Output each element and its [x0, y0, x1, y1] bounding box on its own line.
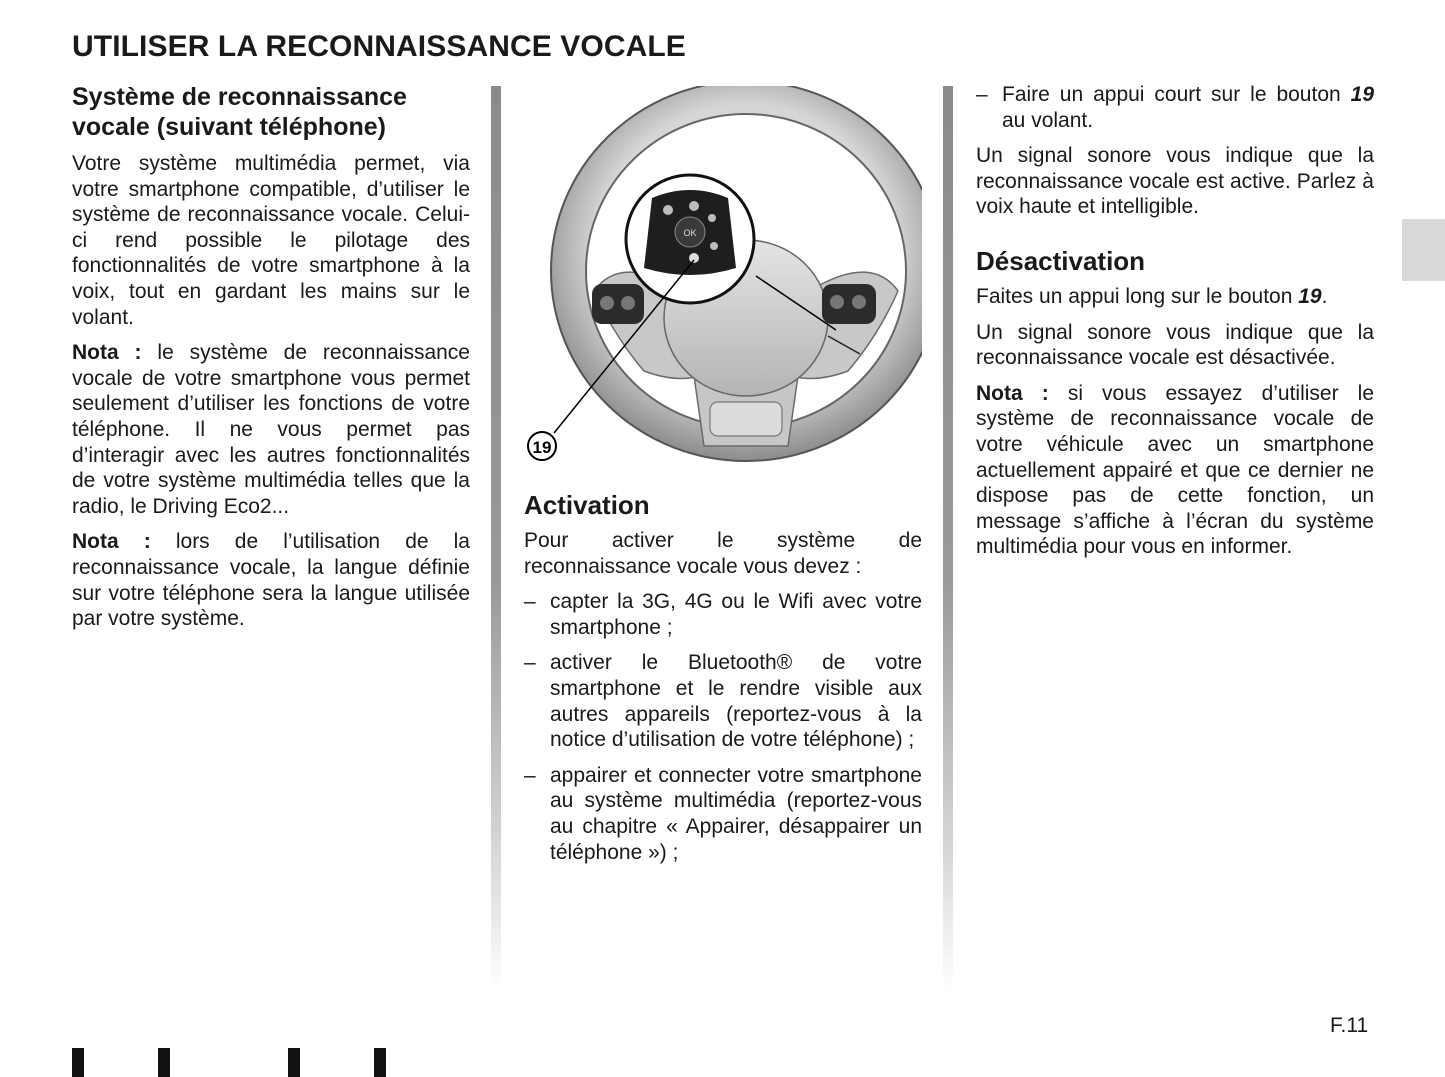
list-item: – activer le Bluetooth® de votre smartphone et le rendre visible aux autres appareils (reportez-vous à la notice d’utilisation de votre téléphone) ; — [524, 651, 922, 752]
heading-line-1: Système de reconnaissance — [72, 83, 407, 111]
nota-text: si vous essayez d’utiliser le système de reconnaissance vocale de votre véhicule avec un smartphone actuellement appairé et que ce dernier ne dispose pas de cette fonction, un message s’affiche à l’écran du système multimédia pour vous en informer. — [976, 381, 1375, 559]
nota-label: Nota : — [976, 381, 1049, 405]
signal-active-paragraph: Un signal sonore vous indique que la reconnaissance vocale est active. Parlez à voix haute et intelligible. — [976, 144, 1374, 219]
list-item: – capter la 3G, 4G ou le Wifi avec votre smartphone ; — [524, 590, 922, 639]
section-heading-deactivation: Désactivation — [976, 245, 1146, 276]
up-icon — [708, 214, 716, 222]
nota-label: Nota : — [72, 530, 151, 554]
heading-line-2: vocale (suivant téléphone) — [72, 113, 386, 141]
signal-inactive-paragraph: Un signal sonore vous indique que la reconnaissance vocale est désactivée. — [976, 320, 1374, 370]
deactivation-paragraph: Faites un appui long sur le bouton 19. — [976, 284, 1328, 308]
call-icon — [689, 201, 699, 211]
chapter-tab — [1402, 219, 1445, 281]
print-mark — [288, 1048, 300, 1077]
nota-paragraph-2 — [72, 529, 470, 631]
section-heading-activation: Activation — [524, 490, 650, 520]
button-19-reference: 19 — [1298, 284, 1322, 308]
callout-19-label: 19 — [532, 438, 552, 457]
zoom-inset — [626, 175, 754, 303]
page-number: F.11 — [1330, 1014, 1369, 1037]
intro-paragraph: Votre système multimédia permet, via votre smartphone compatible, d’utiliser le système de reconnaissance vocale. Celui-ci rend possible le pilotage des fonctionnalités de votre smartphone à la voix, tout en gardant les mains sur le volant. — [72, 152, 470, 329]
nota-paragraph — [976, 381, 1374, 560]
button-19-reference: 19 — [1350, 83, 1374, 106]
column-divider-left — [491, 86, 501, 991]
down-icon — [710, 242, 718, 250]
list-item: – appairer et connecter votre smartphone au système multimédia (reportez-vous au chapitre « Appairer, désappairer un téléphone ») ; — [524, 763, 922, 864]
print-mark — [374, 1048, 386, 1077]
nota-paragraph-1 — [72, 340, 470, 519]
section-heading-voice-system — [72, 82, 470, 142]
list-item: – Faire un appui court sur le bouton 19 au volant. — [976, 83, 1374, 132]
nota-text: lors de l’utilisation de la reconnaissance vocale, la langue définie sur votre téléphone sera la langue utilisée par votre système. — [72, 530, 470, 631]
print-mark — [158, 1048, 170, 1077]
print-mark — [72, 1048, 84, 1077]
nota-text: le système de reconnaissance vocale de votre smartphone vous permet seulement d’utiliser les fonctions de votre téléphone. Il ne vous permet pas d’interagir avec les autres fonctionnalités de votre système multimédia telles que la radio, le Driving Eco2... — [72, 341, 470, 518]
voice-recognition-icon — [689, 253, 699, 263]
page-title: UTILISER LA RECONNAISSANCE VOCALE — [72, 30, 686, 63]
activation-intro: Pour activer le système de reconnaissance vocale vous devez : — [524, 529, 922, 578]
phone-icon — [663, 205, 673, 215]
column-middle — [524, 490, 922, 875]
ok-button-label: OK — [683, 228, 697, 238]
column-right — [976, 82, 1374, 570]
steering-wheel-illustration — [524, 86, 922, 476]
column-divider-right — [943, 86, 953, 991]
column-left — [72, 82, 470, 642]
nota-label: Nota : — [72, 341, 142, 365]
